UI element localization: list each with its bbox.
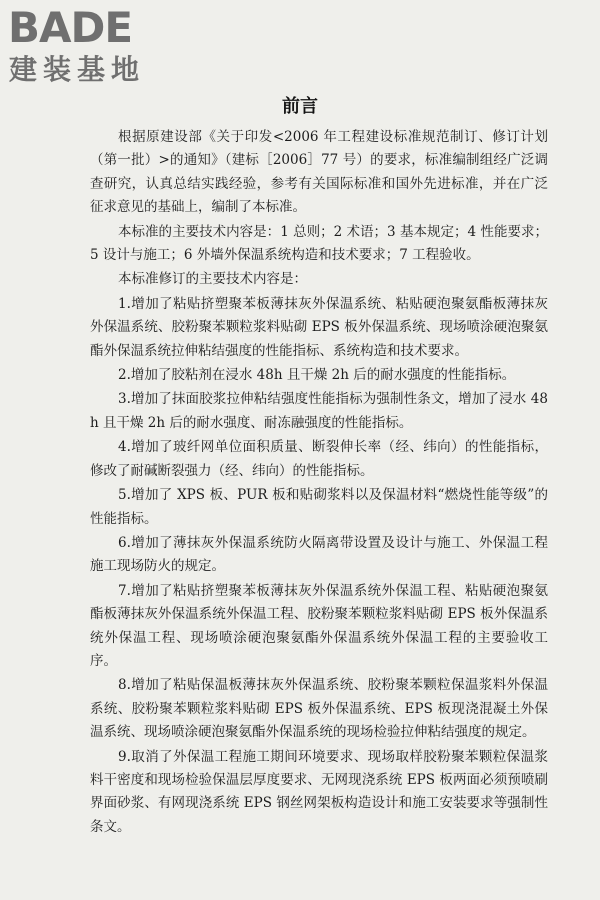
paragraph: 3.增加了抹面胶浆拉伸粘结强度性能指标为强制性条文，增加了浸水 48h 且干燥 2h 后的耐水强度、耐冻融强度的性能指标。	[90, 391, 548, 431]
paragraph: 4.增加了玻纤网单位面积质量、断裂伸长率（经、纬向）的性能指标，修改了耐碱断裂强力（经、纬向）的性能指标。	[90, 439, 548, 479]
page-title: 前言	[282, 96, 318, 117]
paragraph: 5.增加了 XPS 板、PUR 板和贴砌浆料以及保温材料“燃烧性能等级”的性能指标。	[90, 487, 548, 527]
document-body	[90, 126, 548, 840]
paragraph: 6.增加了薄抹灰外保温系统防火隔离带设置及设计与施工、外保温工程施工现场防火的规定。	[90, 534, 548, 575]
logo-wordmark: BADE	[8, 3, 133, 52]
paragraph: 9.取消了外保温工程施工期间环境要求、现场取样胶粉聚苯颗粒保温浆料干密度和现场检验保温层厚度要求、无网现浇系统 EPS 板两面必须预喷刷界面砂浆、有网现浇系统 EPS 钢丝网架板构造设计和施工安装要求等强制性条文。	[90, 748, 548, 835]
paragraph: 2.增加了胶粘剂在浸水 48h 且干燥 2h 后的耐水强度的性能指标。	[118, 367, 516, 384]
paragraph: 根据原建设部《关于印发<2006 年工程建设标准规范制订、修订计划（第一批）>的通知》（建标［2006］77 号）的要求，标准编制组经广泛调查研究，认真总结实践经验，参考有关国际标准和国外先进标准，并在广泛征求意见的基础上，编制了本标准。	[90, 129, 548, 216]
bade-logo	[8, 3, 178, 86]
paragraph: 1.增加了粘贴挤塑聚苯板薄抹灰外保温系统、粘贴硬泡聚氨酯板薄抹灰外保温系统、胶粉聚苯颗粒浆料贴砌 EPS 板外保温系统、现场喷涂硬泡聚氨酯外保温系统拉伸粘结强度的性能指标、系统构造和技术要求。	[90, 295, 548, 359]
paragraph: 7.增加了粘贴挤塑聚苯板薄抹灰外保温系统外保温工程、粘贴硬泡聚氨酯板薄抹灰外保温系统外保温工程、胶粉聚苯颗粒浆料贴砌 EPS 板外保温系统外保温工程、现场喷涂硬泡聚氨酯外保温系统外保温工程的主要验收工序。	[90, 582, 548, 669]
paragraph: 8.增加了粘贴保温板薄抹灰外保温系统、胶粉聚苯颗粒保温浆料外保温系统、胶粉聚苯颗粒浆料贴砌 EPS 板外保温系统、EPS 板现浇混凝土外保温系统、现场喷涂硬泡聚氨酯外保温系统的现场检验拉伸粘结强度的规定。	[90, 677, 548, 741]
paragraph: 本标准修订的主要技术内容是：	[118, 271, 307, 288]
logo-subtitle: 建装基地	[9, 53, 146, 86]
paragraph: 本标准的主要技术内容是：1 总则；2 术语；3 基本规定；4 性能要求；5 设计与施工；6 外墙外保温系统构造和技术要求；7 工程验收。	[90, 223, 548, 264]
